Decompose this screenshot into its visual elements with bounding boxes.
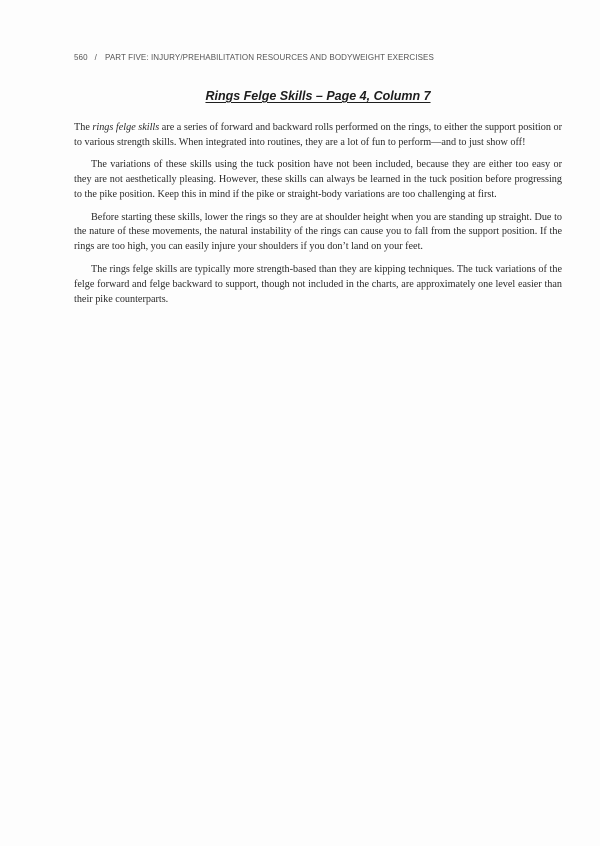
paragraph-intro-rest: are a series of forward and backward rolls performed on the rings, to either the support position or to various strength skills. When integrated into routines, they are a lot of fun to perform—and to just show off! — [74, 122, 562, 148]
running-head — [74, 53, 434, 62]
body-text — [74, 121, 562, 315]
paragraph-tuck-variations: The variations of these skills using the tuck position have not been included, because they are either too easy or they are not aesthetically pleasing. However, these skills can always be learned in the tuck position before progressing to the pike position. Keep this in mind if the pike or straight-body variations are too challenging at first. — [74, 159, 562, 201]
running-head-separator: / — [94, 53, 97, 62]
paragraph-ring-height: Before starting these skills, lower the rings so they are at shoulder height when you are standing up straight. Due to the nature of these movements, the natural instability of the rings can cause you to fall from the support position. If the rings are too high, you can easily injure your shoulders if you don’t land on your feet. — [74, 211, 562, 253]
term-rings-felge-skills: rings felge skills — [92, 122, 160, 133]
paragraph-intro — [74, 121, 562, 151]
section-title: Rings Felge Skills – Page 4, Column 7 — [205, 89, 431, 103]
part-title: PART FIVE: INJURY/PREHABILITATION RESOURCES AND BODYWEIGHT EXERCISES — [104, 53, 434, 62]
page-number: 560 — [74, 53, 88, 62]
paragraph-intro-lead: The — [74, 122, 93, 133]
paragraph-strength-based: The rings felge skills are typically more strength-based than they are kipping techniques. The tuck variations of the felge forward and felge backward to support, though not included in the charts, are approximately one level easier than their pike counterparts. — [74, 263, 562, 305]
